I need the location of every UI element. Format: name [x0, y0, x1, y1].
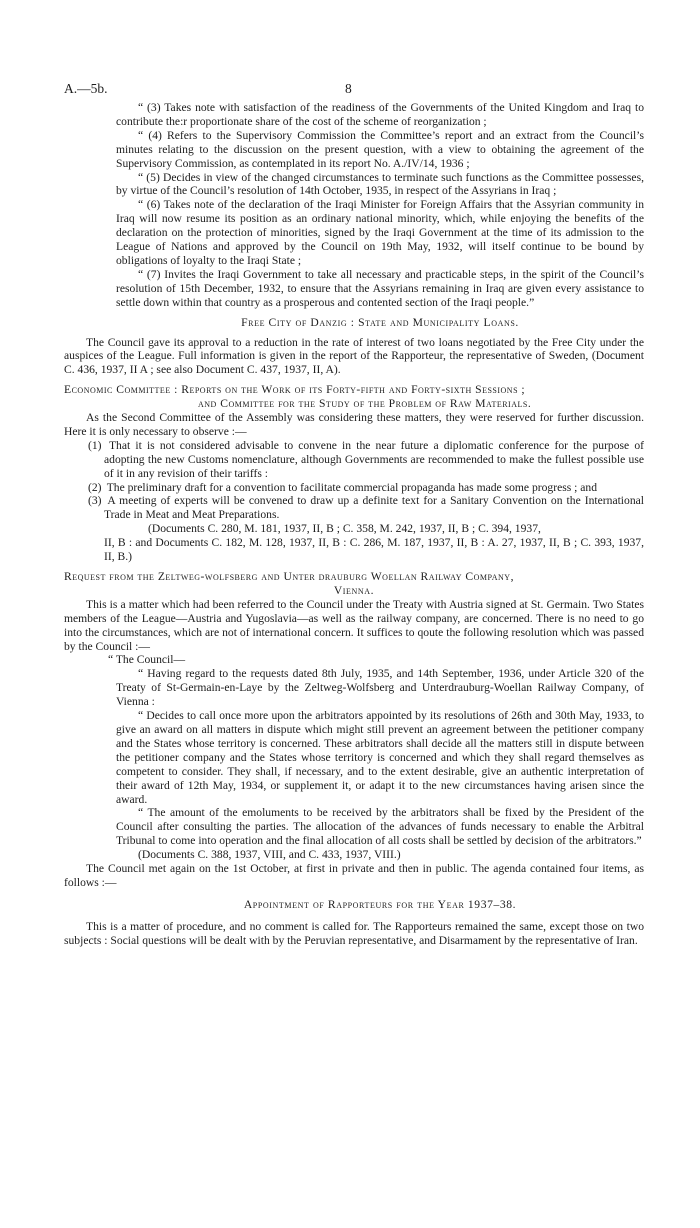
october-paragraph: The Council met again on the 1st October, at first in private and then in public. The agenda contained four items, as follows :— [64, 862, 644, 889]
railway-heading-line-1: Request from the Zeltweg-wolfsberg and Unter drauburg Woellan Railway Company, [64, 570, 514, 583]
rapporteurs-paragraph: This is a matter of procedure, and no comment is called for. The Rapporteurs remained the same, except those on two subjects : Social questions will be dealt with by the Peruvian representative, and Disarmament by the representative of Iran. [64, 919, 644, 947]
resolution-item-5: “ (5) Decides in view of the changed circumstances to terminate such functions as the Committee possesses, by virtue of the Council’s resolution of 14th October, 1935, in respect of the Assyrians in Iraq ; [116, 170, 644, 198]
danzig-paragraph: The Council gave its approval to a reduction in the rate of interest of two loans negotiated by the Free City under the auspices of the League. Full information is given in the report of the Rapporteur, the representative of Sweden, (Document C. 436, 1937, II A ; see also Document C. 437, 1937, II, A). [64, 335, 644, 377]
resolution-item-4: “ (4) Refers to the Supervisory Commission the Committee’s report and an extract from the Council’s minutes relating to the discussion on the present question, with a view to obtaining the agreement of the Supervisory Commission, as contemplated in its report No. A./IV/14, 1936 ; [116, 128, 644, 170]
resolution-item-6: “ (6) Takes note of the declaration of the Iraqi Minister for Foreign Affairs that the Assyrian community in Iraq will now resume its position as an ordinary national minority, which, while enjoying the benefits of the declaration on the protection of minorities, signed by the Iraqi Government at the time of its admission to the League of Nations and approved by the Council on 19th May, 1932, will itself continue to be bound by obligations of loyalty to the Iraqi State ; [116, 198, 644, 267]
page-number: 8 [345, 81, 352, 96]
economic-heading-line-2: and Committee for the Study of the Problem of Raw Materials. [198, 397, 532, 411]
economic-item-3: (3) A meeting of experts will be convened to draw up a definite text for a Sanitary Convention on the International Trade in Meat and Meat Preparations. [88, 494, 644, 522]
rapporteurs-heading: Appointment of Rapporteurs for the Year 1937–38. [243, 897, 517, 911]
railway-citation: (Documents C. 388, 1937, VIII, and C. 433, 1937, VIII.) [138, 848, 401, 862]
document-reference: A.—5b. [64, 81, 108, 96]
economic-citation-line-1: (Documents C. 280, M. 181, 1937, II, B ; C. 358, M. 242, 1937, II, B ; C. 394, 1937, [148, 522, 541, 536]
railway-heading-line-2: Vienna. [333, 583, 375, 597]
economic-item-1: (1) That it is not considered advisable to convene in the near future a diplomatic conference for the purpose of adopting the new Customs nomenclature, although Governments are recommended to make the fullest possible use of it in any revision of their tariffs : [88, 438, 644, 480]
resolution-item-3: “ (3) Takes note with satisfaction of the readiness of the Governments of the United Kingdom and Iraq to contribute the:r proportionate share of the cost of the scheme of reorganization ; [116, 101, 644, 128]
economic-paragraph: As the Second Committee of the Assembly was considering these matters, they were reserved for further discussion. Here it is only necessary to observe :— [64, 411, 644, 438]
danzig-heading: Free City of Danzig : State and Municipality Loans. [241, 315, 519, 329]
economic-item-2: (2) The preliminary draft for a convention to facilitate commercial propaganda has made some progress ; and [88, 480, 597, 494]
railway-quote-1: “ Having regard to the requests dated 8th July, 1935, and 14th September, 1936, under Article 320 of the Treaty of St-Germain-en-Laye by the Zeltweg-Wolfsberg and Unterdrauburg-Woellan Railway Company, of Vienna : [116, 667, 644, 709]
document-body [64, 101, 644, 948]
economic-citation-rest: II, B : and Documents C. 182, M. 128, 1937, II, B : C. 286, M. 187, 1937, II, B : A. 27, 1937, II, B ; C. 393, 1937, II, B.) [104, 536, 644, 564]
railway-quote-3: “ The amount of the emoluments to be received by the arbitrators shall be fixed by the President of the Council after consulting the parties. The allocation of the advances of funds necessary to enable the Arbitral Tribunal to come into operation and the final allocation of all costs shall be settled by decision of the arbitrators.” [116, 806, 644, 848]
council-line: “ The Council— [108, 653, 186, 667]
resolution-item-7: “ (7) Invites the Iraqi Government to take all necessary and practicable steps, in the spirit of the Council’s resolution of 15th December, 1932, to ensure that the Assyrians remaining in Iraq are given every assistance to settle down within that country as a prosperous and contented section of the Iraqi people.” [116, 267, 644, 309]
railway-quote-2: “ Decides to call once more upon the arbitrators appointed by its resolutions of 26th and 30th May, 1933, to give an award on all matters in dispute which might still prevent an agreement between the petitioner company and the States whose territory is concerned. These arbitrators shall decide all the matters still in dispute between the petitioner company and the States whose territory is concerned and which they shall regard themselves as competent to consider. They shall, if necessary, and to the extent desirable, give an authentic interpretation of their award of 12th May, 1934, or supplement it, or adapt it to the new circumstances having arisen since the award. [116, 709, 644, 806]
economic-heading-line-1: Economic Committee : Reports on the Work of its Forty-fifth and Forty-sixth Sessions ; [64, 383, 526, 397]
railway-paragraph: This is a matter which had been referred to the Council under the Treaty with Austria signed at St. Germain. Two States members of the League—Austria and Yugoslavia—as well as the railway company, are concerned. There is no need to go into the circumstances, which are not of international concern. It suffices to qoute the following resolution which was passed by the Council :— [64, 597, 644, 653]
